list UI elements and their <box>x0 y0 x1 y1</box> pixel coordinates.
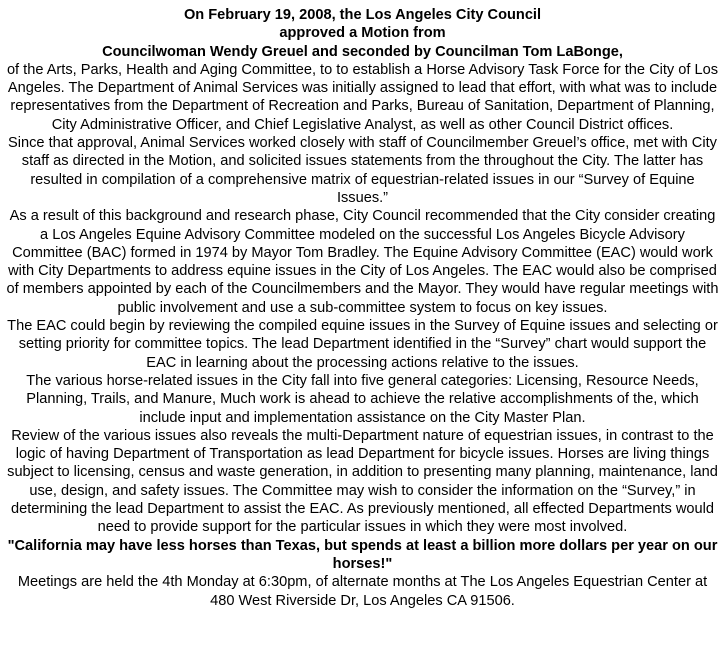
paragraph-survey: Since that approval, Animal Services worked closely with staff of Councilmember Greuel’s office, met with City staff as directed in the Motion, and solicited issues statements from the throughout the City. The latter has resulted in compilation of a comprehensive matrix of equestrian-related issues in our “Survey of Equine Issues.” <box>8 135 717 206</box>
heading-line-1: On February 19, 2008, the Los Angeles City Council <box>183 7 542 23</box>
paragraph-eac-proposal: As a result of this background and research phase, City Council recommended that the City consider creating a Los Angeles Equine Advisory Committee modeled on the successful Los Angeles Bicycle Advisory Committee (BAC) formed in 1974 by Mayor Tom Bradley. The Equine Advisory Committee (EAC) would work with City Departments to address equine issues in the City of Los Angeles. The EAC would also be comprised of members appointed by each of the Councilmembers and the Mayor. They would have regular meetings with public involvement and use a sub-committee system to focus on key issues. <box>6 208 719 316</box>
paragraph-issue-categories: The various horse-related issues in the City fall into five general categories: Licensing, Resource Needs, Planning, Trails, and Manure, Much work is ahead to achieve the relative accomplishments of the, which include input and implementation assistance on the City Master Plan. <box>26 372 699 426</box>
paragraph-task-force: of the Arts, Parks, Health and Aging Committee, to to establish a Horse Advisory Task Force for the City of Los Angeles. The Department of Animal Services was initially assigned to lead that effort, with what was to include representatives from the Department of Recreation and Parks, Bureau of Sanitation, Department of Planning, City Administrative Officer, and Chief Legislative Analyst, as well as other Council District offices. <box>6 61 719 133</box>
paragraph-eac-priorities: The EAC could begin by reviewing the compiled equine issues in the Survey of Equine issues and selecting or setting priority for committee topics. The lead Department identified in the “Survey” chart would support the EAC in learning about the processing actions relative to the issues. <box>7 318 718 371</box>
paragraph-multi-department: Review of the various issues also reveals the multi-Department nature of equestrian issues, in contrast to the logic of having Department of Transportation as lead Department for bicycle issues. Horses are living things subject to licensing, census and waste generation, in addition to presenting many planning, maintenance, land use, design, and safety issues. The Committee may wish to consider the information on the “Survey,” in determining the lead Department to assist the EAC. As previously mentioned, all effected Departments would need to provide support for the particular issues in which they were most involved. <box>7 427 718 536</box>
heading-line-3: Councilwoman Wendy Greuel and seconded by Councilman Tom LaBonge, <box>102 43 623 60</box>
heading-line-2: approved a Motion from <box>279 25 446 42</box>
horse-spending-quote: "California may have less horses than Texas, but spends at least a billion more dollars per year on our horses!" <box>7 537 718 572</box>
meeting-info: Meetings are held the 4th Monday at 6:30pm, of alternate months at The Los Angeles Equestrian Center at 480 West Riverside Dr, Los Angeles CA 91506. <box>17 574 708 609</box>
